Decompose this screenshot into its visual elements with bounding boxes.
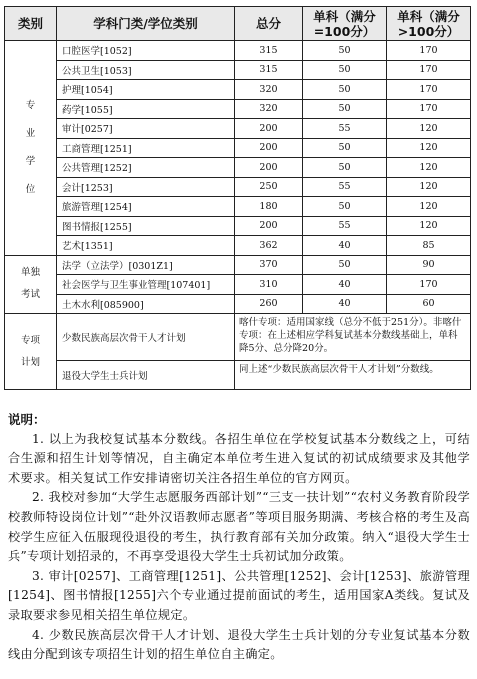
single-score-100: 50: [303, 60, 387, 80]
discipline-name: 社会医学与卫生事业管理[107401]: [57, 275, 235, 295]
notes-heading: 说明：: [8, 412, 46, 427]
category-cell: 专 业 学 位: [5, 41, 57, 256]
table-header-row: [5, 7, 471, 41]
single-score-100: 50: [303, 255, 387, 275]
total-score: 180: [235, 197, 303, 217]
single-score-gt100: 120: [387, 197, 471, 217]
single-score-100: 50: [303, 41, 387, 61]
discipline-name: 土木水利[085900]: [57, 294, 235, 314]
discipline-name: 工商管理[1251]: [57, 138, 235, 158]
header-category: 类别: [5, 7, 57, 41]
special-plan-name: 退役大学生士兵计划: [57, 361, 235, 390]
total-score: 362: [235, 236, 303, 256]
table-row: [5, 138, 471, 158]
header-single-100: 单科（满分=100分）: [303, 7, 387, 41]
header-single-gt100: 单科（满分>100分）: [387, 7, 471, 41]
single-score-100: 50: [303, 99, 387, 119]
discipline-name: 审计[0257]: [57, 119, 235, 139]
table-row: [5, 361, 471, 390]
table-row: [5, 119, 471, 139]
discipline-name: 口腔医学[1052]: [57, 41, 235, 61]
table-row: [5, 255, 471, 275]
table-row: [5, 294, 471, 314]
single-score-gt100: 120: [387, 177, 471, 197]
total-score: 200: [235, 119, 303, 139]
table-row: [5, 80, 471, 100]
note-item: 1. 以上为我校复试基本分数线。各招生单位在学校复试基本分数线之上，可结合生源和招生计划等情况，自主确定本单位考生进入复试的初试成绩要求及其他学术要求。相关复试工作安排请密切关注各招生单位的官方网页。: [8, 431, 470, 485]
single-score-gt100: 120: [387, 119, 471, 139]
single-score-gt100: 170: [387, 80, 471, 100]
total-score: 315: [235, 60, 303, 80]
note-item: 3. 审计[0257]、工商管理[1251]、公共管理[1252]、会计[1253]、旅游管理[1254]、图书情报[1255]六个专业通过提前面试的考生，适用国家A类线。复试及录取要求参见相关招生单位规定。: [8, 568, 470, 622]
total-score: 200: [235, 138, 303, 158]
single-score-gt100: 170: [387, 41, 471, 61]
discipline-name: 药学[1055]: [57, 99, 235, 119]
single-score-100: 40: [303, 275, 387, 295]
total-score: 315: [235, 41, 303, 61]
header-discipline: 学科门类/学位类别: [57, 7, 235, 41]
single-score-100: 55: [303, 119, 387, 139]
table-row: [5, 158, 471, 178]
single-score-100: 55: [303, 177, 387, 197]
score-table: [4, 6, 471, 390]
single-score-gt100: 170: [387, 99, 471, 119]
single-score-gt100: 85: [387, 236, 471, 256]
note-item: 4. 少数民族高层次骨干人才计划、退役大学生士兵计划的分专业复试基本分数线由分配到该专项招生计划的招生单位自主确定。: [8, 627, 470, 662]
single-score-100: 40: [303, 236, 387, 256]
discipline-name: 法学（立法学）[0301Z1]: [57, 255, 235, 275]
discipline-name: 护理[1054]: [57, 80, 235, 100]
single-score-gt100: 120: [387, 138, 471, 158]
total-score: 320: [235, 99, 303, 119]
single-score-gt100: 170: [387, 275, 471, 295]
single-score-100: 50: [303, 138, 387, 158]
discipline-name: 会计[1253]: [57, 177, 235, 197]
table-row: [5, 99, 471, 119]
special-plan-name: 少数民族高层次骨干人才计划: [57, 314, 235, 361]
category-cell: 专项 计划: [5, 314, 57, 390]
table-row: [5, 236, 471, 256]
discipline-name: 公共管理[1252]: [57, 158, 235, 178]
single-score-gt100: 60: [387, 294, 471, 314]
single-score-100: 50: [303, 158, 387, 178]
single-score-gt100: 90: [387, 255, 471, 275]
category-cell: 单独 考试: [5, 255, 57, 314]
single-score-gt100: 170: [387, 60, 471, 80]
special-plan-note: 同上述“少数民族高层次骨干人才计划”分数线。: [235, 361, 471, 390]
table-row: [5, 177, 471, 197]
table-row: [5, 275, 471, 295]
notes-section: [8, 410, 470, 665]
total-score: 260: [235, 294, 303, 314]
single-score-gt100: 120: [387, 216, 471, 236]
single-score-100: 50: [303, 80, 387, 100]
discipline-name: 公共卫生[1053]: [57, 60, 235, 80]
table-row: [5, 216, 471, 236]
total-score: 320: [235, 80, 303, 100]
special-plan-note: 喀什专项：适用国家线（总分不低于251分）。非喀什专项：在上述相应学科复试基本分数线基础上，单科降5分、总分降20分。: [235, 314, 471, 361]
table-row: [5, 197, 471, 217]
note-item: 2. 我校对参加“大学生志愿服务西部计划”“三支一扶计划”“农村义务教育阶段学校教师特设岗位计划”“赴外汉语教师志愿者”等项目服务期满、考核合格的考生及高校学生应征入伍服现役退役的考生，执行教育部有关加分政策。纳入“退役大学生士兵”专项计划招录的，不再享受退役大学生士兵初试加分政策。: [8, 490, 470, 564]
total-score: 200: [235, 158, 303, 178]
discipline-name: 旅游管理[1254]: [57, 197, 235, 217]
total-score: 250: [235, 177, 303, 197]
total-score: 310: [235, 275, 303, 295]
table-row: [5, 314, 471, 361]
table-row: [5, 41, 471, 61]
single-score-100: 40: [303, 294, 387, 314]
discipline-name: 图书情报[1255]: [57, 216, 235, 236]
table-row: [5, 60, 471, 80]
discipline-name: 艺术[1351]: [57, 236, 235, 256]
total-score: 370: [235, 255, 303, 275]
header-total: 总分: [235, 7, 303, 41]
single-score-100: 50: [303, 197, 387, 217]
single-score-100: 55: [303, 216, 387, 236]
single-score-gt100: 120: [387, 158, 471, 178]
total-score: 200: [235, 216, 303, 236]
